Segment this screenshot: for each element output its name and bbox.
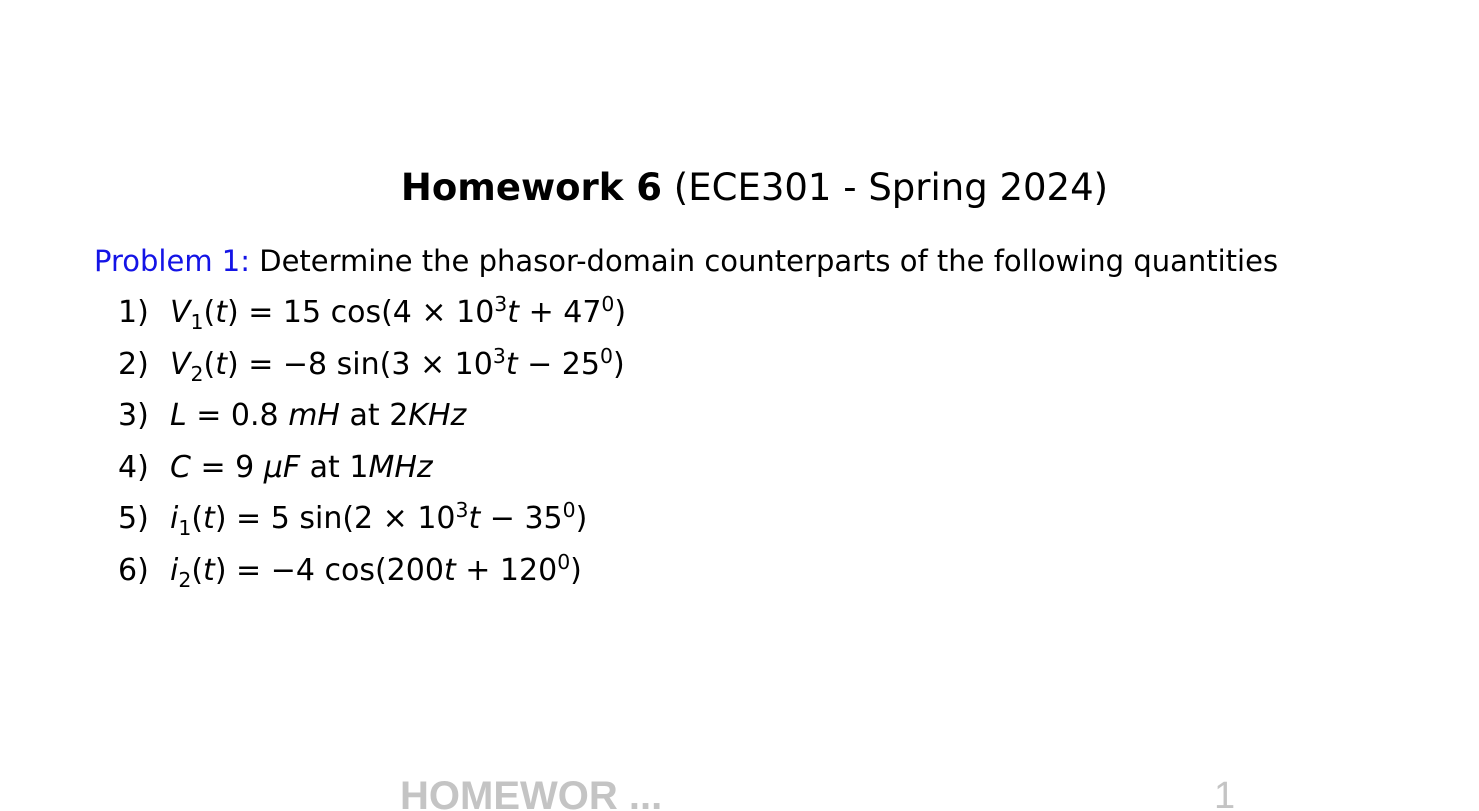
slide-title	[0, 164, 1479, 212]
item-number: 4)	[118, 449, 149, 485]
item-expression: C = 9 μF at 1MHz	[170, 449, 433, 485]
item-expression: $V_1(t) = 15$ $\cos(4 \times 10^3t + 47^0)$	[170, 292, 627, 334]
problem-text: Determine the phasor-domain counterparts of the following quantities	[259, 244, 1279, 278]
item-number: 2)	[118, 346, 149, 382]
item-number: 5)	[118, 501, 149, 536]
item-number: 1)	[118, 295, 149, 330]
item-expression: L = 0.8 mH at 2KHz	[170, 398, 467, 433]
list-item	[118, 548, 626, 600]
item-expression: $V_2(t) = -8$ $\sin(3 \times 10^3t - 25^0)$	[170, 343, 625, 386]
list-item	[118, 342, 626, 394]
item-expression: $i_1(t) = 5$ $\sin(2 \times 10^3t - 35^0)$	[170, 498, 588, 540]
list-item	[118, 496, 626, 548]
footer-short-title[interactable]: HOMEWOR ...	[400, 774, 663, 811]
item-expression: $i_2(t) = -4$ $\cos(200t + 120^0)$	[170, 549, 582, 592]
list-item	[118, 393, 626, 445]
problem-statement	[94, 241, 1278, 281]
list-item	[118, 445, 626, 497]
title-course-term: (ECE301 - Spring 2024)	[662, 166, 1109, 209]
item-number: 3)	[118, 398, 149, 433]
title-homework-number: Homework 6	[400, 166, 663, 209]
item-number: 6)	[118, 552, 149, 588]
problem-label: Problem 1:	[94, 244, 251, 278]
quantity-list	[118, 290, 626, 599]
page-number: 1	[1214, 775, 1236, 811]
list-item	[118, 290, 626, 342]
